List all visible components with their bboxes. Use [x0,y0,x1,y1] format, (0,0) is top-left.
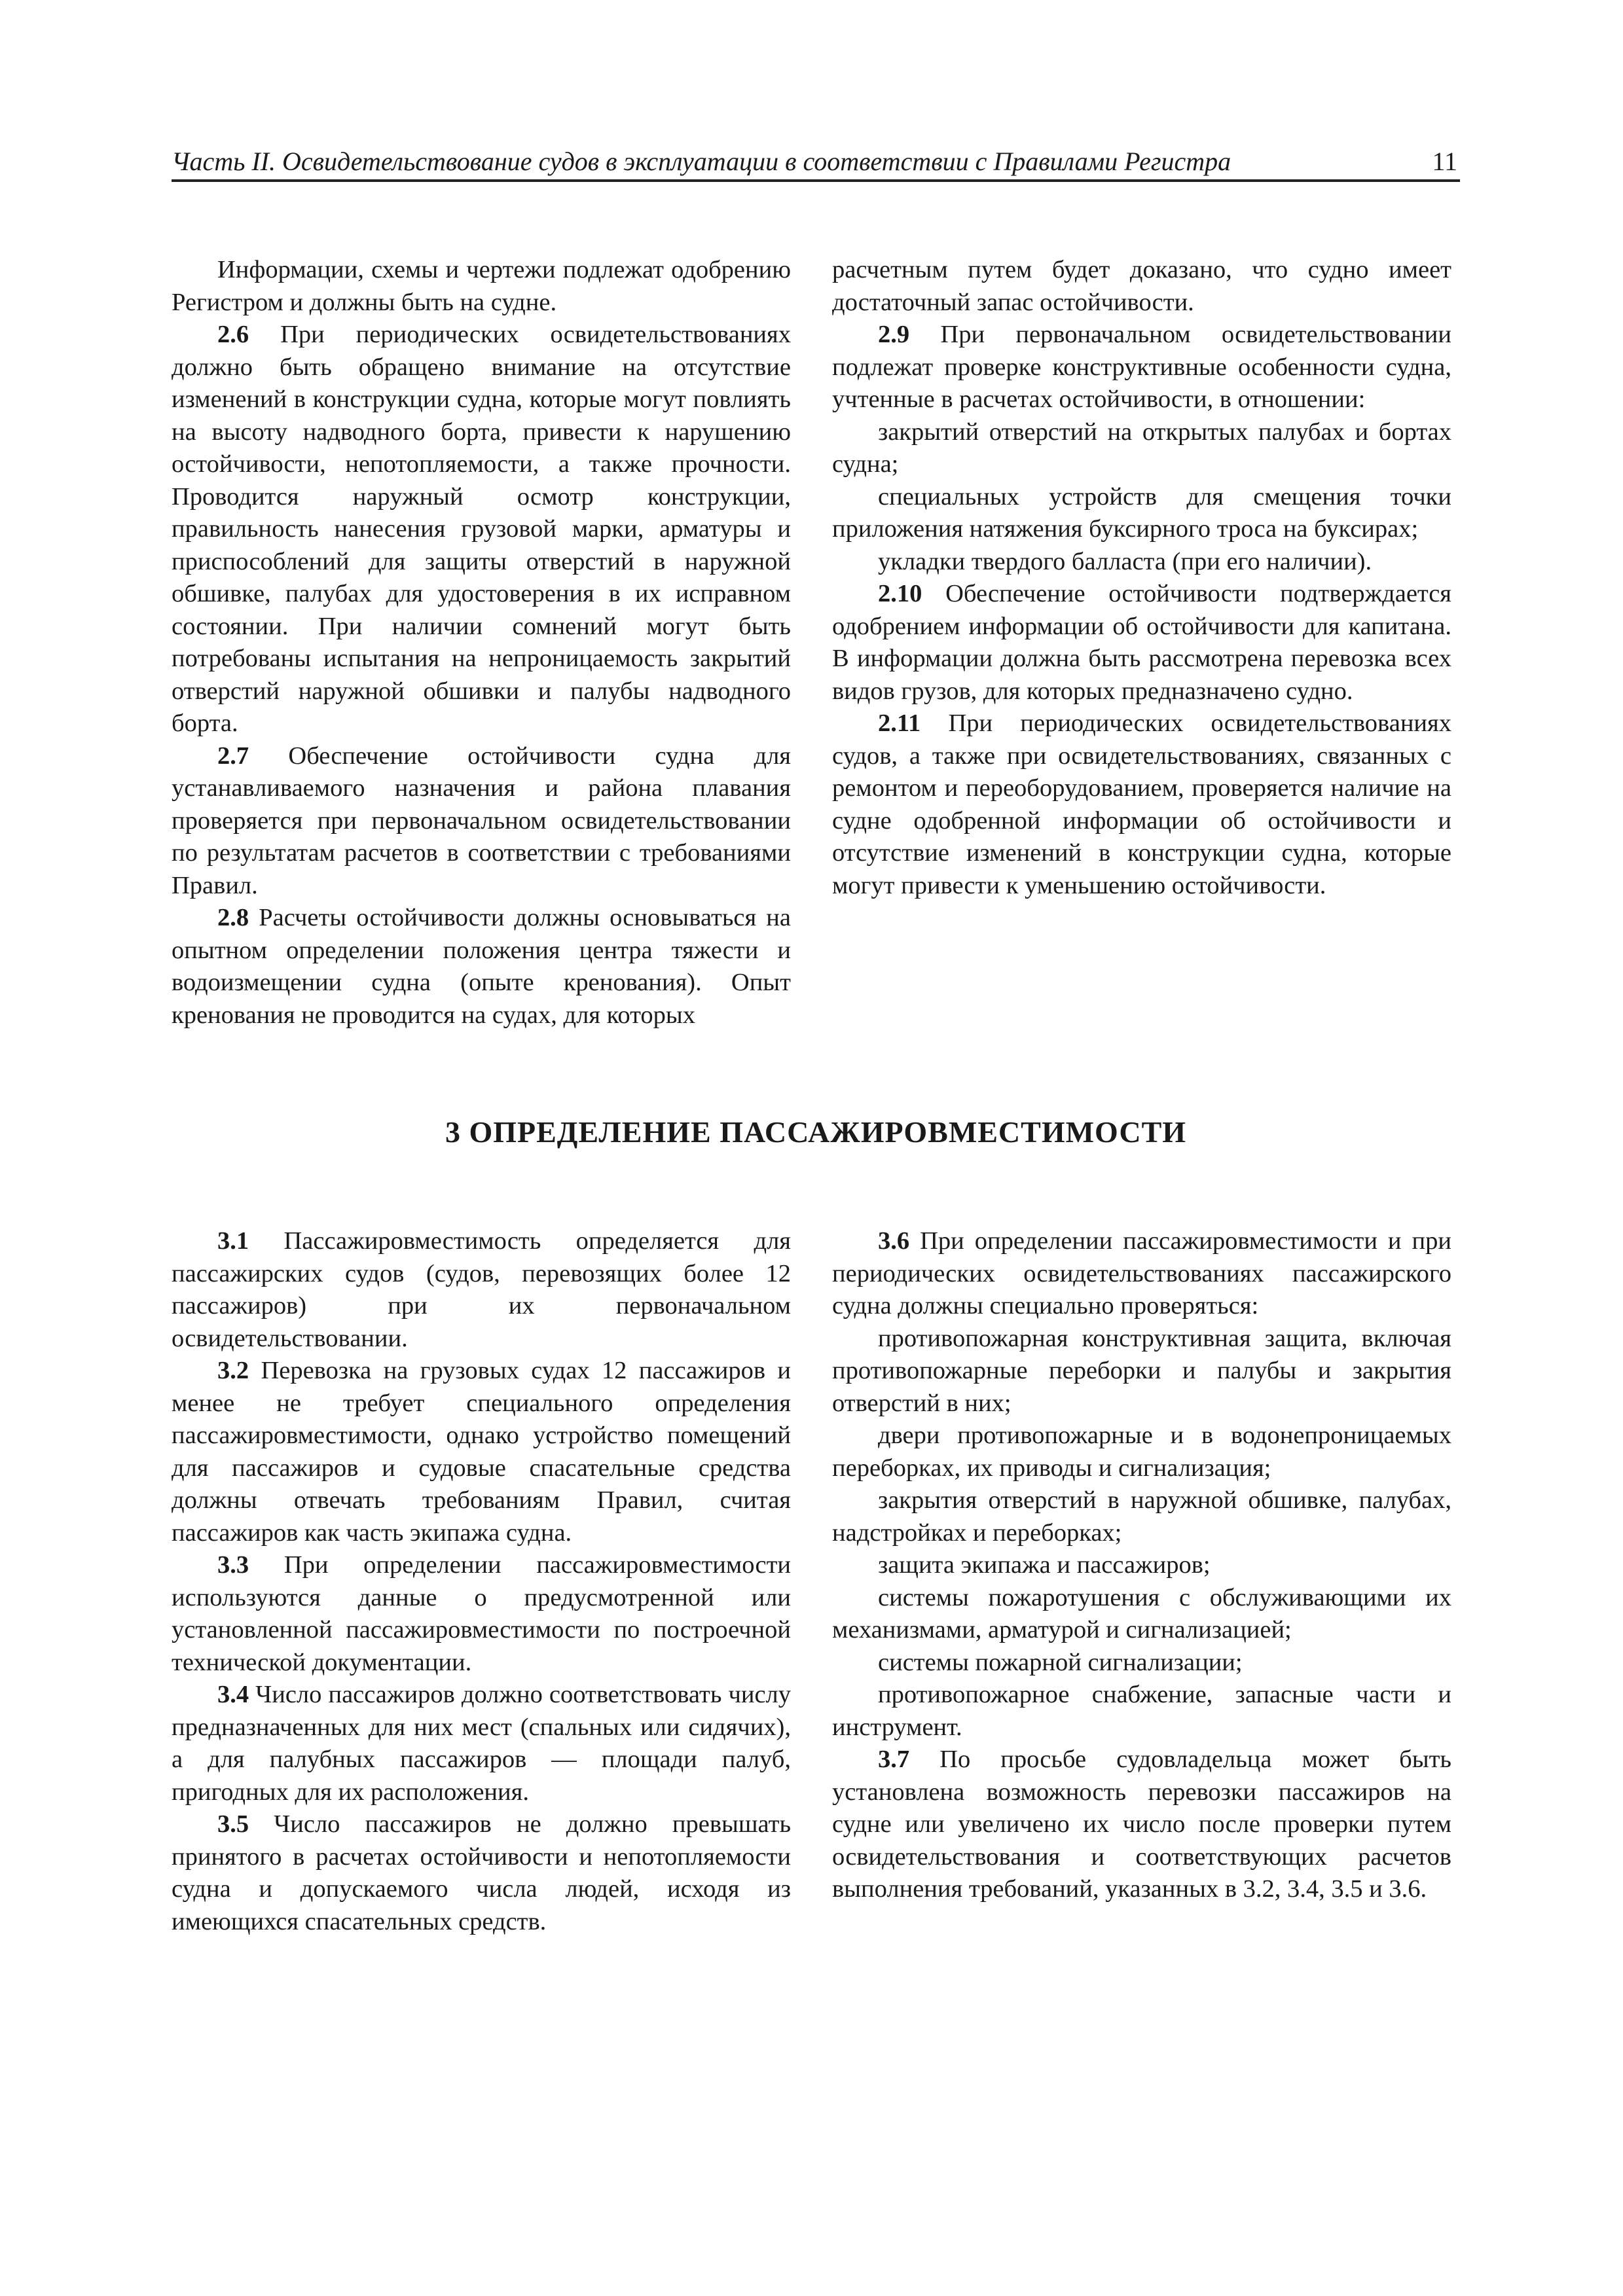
clause-number: 2.7 [217,742,249,770]
paragraph-text: Перевозка на грузовых судах 12 пассажиров и менее не требует специального определения пассажировместимости, однако устройство помещений для пассажиров и судовые спасательные средства должны отвечать требованиям Правил, считая пассажиров как часть экипажа судна. [172,1357,791,1547]
paragraph-text: противопожарное снабжение, запасные части и инструмент. [832,1681,1451,1741]
paragraph [832,578,1451,708]
paragraph-text: системы пожаротушения с обслуживающими их механизмами, арматурой и сигнализацией; [832,1583,1451,1643]
paragraph [172,254,791,319]
paragraph-text: При определении пассажировместимости используются данные о предусмотренной или установленной пассажировместимости по построечной технической документации. [172,1551,791,1676]
clause-number: 3.6 [878,1227,910,1255]
section-3-right-column [832,1225,1451,1906]
paragraph-text: укладки твердого балласта (при его наличии). [878,547,1372,575]
clause-number: 3.2 [217,1357,249,1384]
paragraph [832,1549,1451,1582]
clause-number: 2.9 [878,321,910,348]
paragraph-text: Обеспечение остойчивости судна для устанавливаемого назначения и района плавания проверяется при первоначальном освидетельствовании по результатам расчетов в соответствии с требованиями Правил. [172,742,791,899]
clause-number: 3.4 [217,1681,249,1708]
clause-number: 2.8 [217,904,249,931]
paragraph [832,1323,1451,1420]
section-2-right-column [832,254,1451,902]
clause-number: 3.3 [217,1551,249,1579]
section-3-left-column [172,1225,791,1938]
paragraph-text: При периодических освидетельствованиях судов, а также при освидетельствованиях, связанных с ремонтом и переоборудованием, проверяется наличие на судне одобренной информации об остойчивости и отсутствие изменений в конструкции судна, которые могут привести к уменьшению остойчивости. [832,709,1451,899]
paragraph [832,546,1451,579]
paragraph-text: системы пожарной сигнализации; [878,1648,1243,1676]
paragraph [172,1549,791,1679]
header-title: Часть II. Освидетельствование судов в эксплуатации в соответствии с Правилами Регистра [172,147,1231,176]
clause-number: 2.6 [217,321,249,348]
paragraph-text: закрытий отверстий на открытых палубах и бортах судна; [832,418,1451,478]
paragraph-text: закрытия отверстий в наружной обшивке, палубах, надстройках и переборках; [832,1486,1451,1547]
page-number: 11 [1432,147,1457,176]
paragraph [832,1484,1451,1549]
paragraph [832,254,1451,319]
clause-number: 2.10 [878,580,922,607]
paragraph [172,1355,791,1549]
clause-number: 3.7 [878,1746,910,1773]
paragraph-text: расчетным путем будет доказано, что судно имеет достаточный запас остойчивости. [832,256,1451,316]
paragraph-text: специальных устройств для смещения точки приложения натяжения буксирного троса на буксирах; [832,482,1451,543]
paragraph-text: При первоначальном освидетельствовании подлежат проверке конструктивные особенности судна, учтенные в расчетах остойчивости, в отношении: [832,321,1451,413]
paragraph [172,1679,791,1808]
paragraph-text: Число пассажиров должно соответствовать числу предназначенных для них мест (спальных или сидячих), а для палубных пассажиров — площади палуб, пригодных для их расположения. [172,1681,791,1806]
paragraph [172,902,791,1031]
clause-number: 2.11 [878,709,921,737]
clause-number: 3.5 [217,1810,249,1838]
running-header [172,144,1460,182]
paragraph-text: Обеспечение остойчивости подтверждается одобрением информации об остойчивости для капитана. В информации должна быть рассмотрена перевозка всех видов грузов, для которых предназначено судно. [832,580,1451,705]
paragraph [832,1647,1451,1679]
paragraph [172,740,791,903]
paragraph [832,481,1451,546]
paragraph-text: При периодических освидетельствованиях должно быть обращено внимание на отсутствие изменений в конструкции судна, которые могут повлиять на высоту надводного борта, привести к нарушению остойчивости, непотопляемости, а также прочности. Проводится наружный осмотр конструкции, правильность нанесения грузовой марки, арматуры и приспособлений для защиты отверстий в наружной обшивке, палубах для удостоверения в их исправном состоянии. При наличии сомнений могут быть потребованы испытания на непроницаемость закрытий отверстий наружной обшивки и палубы надводного борта. [172,321,791,737]
paragraph-text: Информации, схемы и чертежи подлежат одобрению Регистром и должны быть на судне. [172,256,791,316]
paragraph [832,1679,1451,1744]
paragraph [832,1420,1451,1484]
paragraph [832,1225,1451,1323]
paragraph-text: Пассажировместимость определяется для пассажирских судов (судов, перевозящих более 12 пассажиров) при их первоначальном освидетельствовании. [172,1227,791,1352]
paragraph-text: противопожарная конструктивная защита, включая противопожарные переборки и палубы и закрытия отверстий в них; [832,1324,1451,1417]
paragraph-text: защита экипажа и пассажиров; [878,1551,1211,1579]
paragraph [172,319,791,740]
paragraph [172,1808,791,1938]
paragraph-text: Число пассажиров не должно превышать принятого в расчетах остойчивости и непотопляемости судна и допускаемого числа людей, исходя из имеющихся спасательных средств. [172,1810,791,1935]
paragraph-text: Расчеты остойчивости должны основываться на опытном определении положения центра тяжести и водоизмещении судна (опыте кренования). Опыт кренования не проводится на судах, для которых [172,904,791,1029]
paragraph [832,319,1451,416]
paragraph [832,416,1451,481]
paragraph [172,1225,791,1355]
paragraph [832,708,1451,902]
section-heading: 3 ОПРЕДЕЛЕНИЕ ПАССАЖИРОВМЕСТИМОСТИ [445,1115,1187,1149]
section-2-left-column [172,254,791,1031]
paragraph [832,1582,1451,1647]
paragraph [832,1744,1451,1906]
paragraph-text: двери противопожарные и в водонепроницаемых переборках, их приводы и сигнализация; [832,1422,1451,1482]
clause-number: 3.1 [217,1227,249,1255]
paragraph-text: По просьбе судовладельца может быть установлена возможность перевозки пассажиров на судне или увеличено их число после проверки путем освидетельствования и соответствующих расчетов выполнения требований, указанных в 3.2, 3.4, 3.5 и 3.6. [832,1746,1451,1903]
paragraph-text: При определении пассажировместимости и при периодических освидетельствованиях пассажирского судна должны специально проверяться: [832,1227,1451,1319]
